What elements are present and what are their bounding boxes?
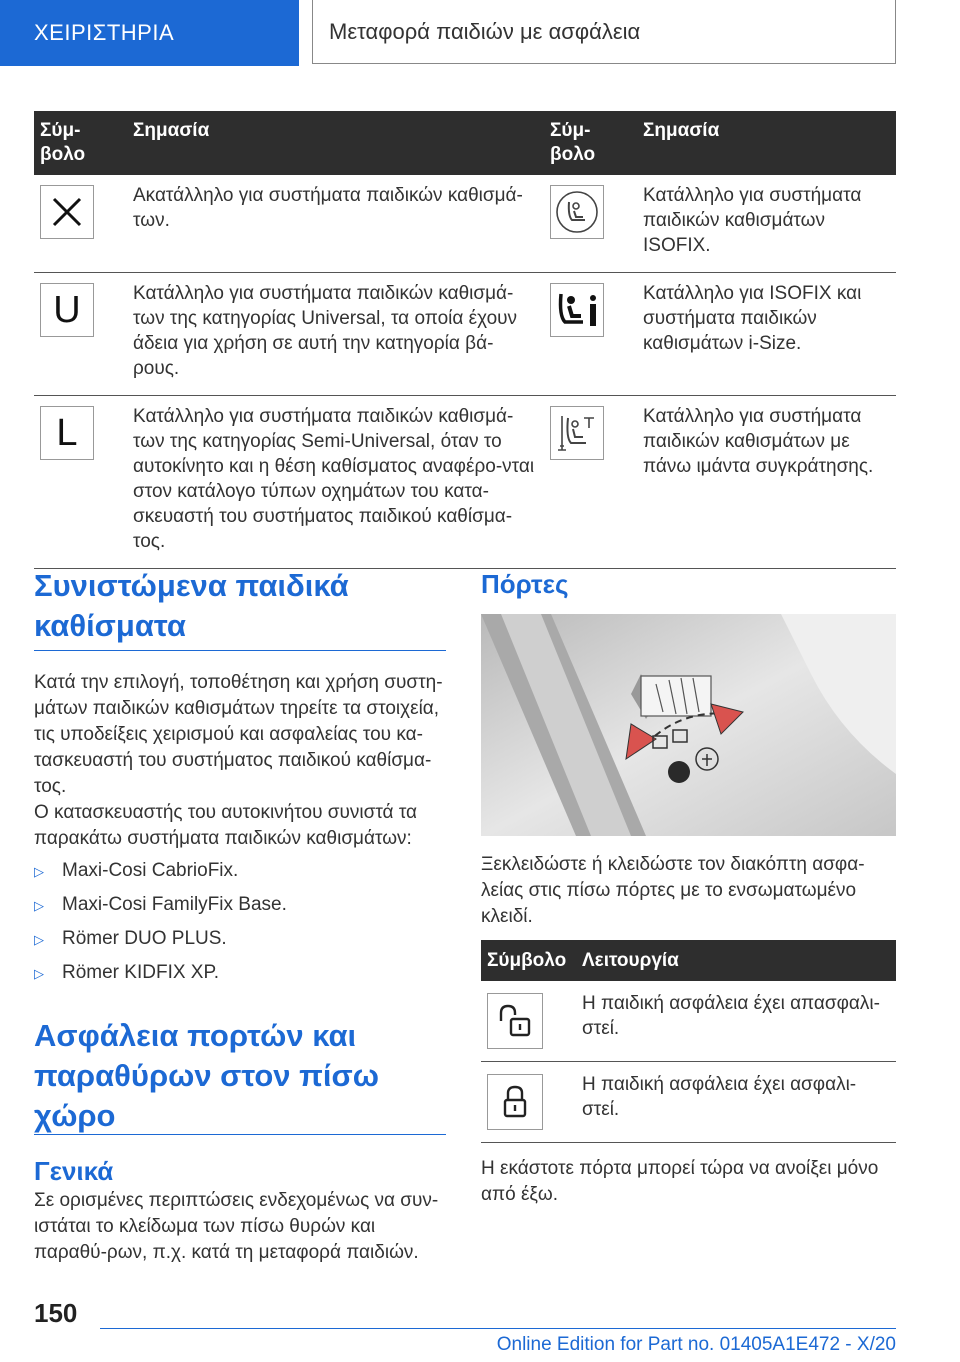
symbol-cell xyxy=(481,981,576,1062)
col-function-header: Λειτουργία xyxy=(576,940,896,981)
chapter-title: Μεταφορά παιδιών με ασφάλεια xyxy=(329,18,641,44)
recommended-list xyxy=(34,860,446,996)
closing-paragraph: Η εκάστοτε πόρτα μπορεί τώρα να ανοίξει μόνο από έξω. xyxy=(481,1158,879,1205)
meaning-cell: Κατάλληλο για ISOFIX και συστήματα παιδικών καθισμάτων i-Size. xyxy=(637,273,896,396)
child-seat-i-size-icon xyxy=(550,283,604,337)
bullet-triangle-icon: ▷ xyxy=(34,966,44,981)
table-row xyxy=(481,981,896,1062)
section-tab xyxy=(0,0,299,66)
letter-l-icon xyxy=(40,406,94,460)
symbol-cell xyxy=(544,396,637,569)
bullet-triangle-icon: ▷ xyxy=(34,932,44,947)
symbol-cell xyxy=(34,175,127,273)
symbol-cell xyxy=(544,175,637,273)
function-cell: Η παιδική ασφάλεια έχει ασφαλι-στεί. xyxy=(576,1062,896,1143)
child-seat-isofix-icon xyxy=(550,185,604,239)
symbol-cell xyxy=(34,396,127,569)
list-item-text: Römer DUO PLUS. xyxy=(62,928,227,949)
locked-padlock-icon xyxy=(487,1074,543,1130)
col-symbol-header xyxy=(34,111,127,175)
letter-u-glyph: U xyxy=(53,288,81,331)
col-meaning-header: Σημασία xyxy=(127,111,544,175)
doors-heading: Πόρτες xyxy=(481,569,569,599)
symbol-cell xyxy=(34,273,127,396)
meaning-cell: Κατάλληλο για συστήματα παιδικών καθισμάτων με πάνω ιμάντα συγκράτησης. xyxy=(637,396,896,569)
meaning-cell: Ακατάλληλο για συστήματα παιδικών καθισμά-των. xyxy=(127,175,544,273)
recommended-heading: Συνιστώμενα παιδικά καθίσματα xyxy=(34,568,349,643)
symbol-cell xyxy=(544,273,637,396)
list-item xyxy=(34,928,446,962)
function-cell: Η παιδική ασφάλεια έχει απασφαλι-στεί. xyxy=(576,981,896,1062)
table-row xyxy=(34,273,896,396)
table-header-row xyxy=(481,940,896,981)
recommended-paragraph-2: Ο κατασκευαστής του αυτοκινήτου συνιστά τα παρακάτω συστήματα παιδικών καθισμάτων: xyxy=(34,802,418,849)
lock-section-heading: Ασφάλεια πορτών και παραθύρων στον πίσω χώρο xyxy=(34,1018,379,1133)
general-subheading: Γενικά xyxy=(34,1156,114,1186)
col-symbol-label: Σύμ- βολο xyxy=(40,120,86,165)
symbol-table xyxy=(34,111,896,569)
col-symbol-label-2: Σύμ- βολο xyxy=(550,120,596,165)
section-title: ΧΕΙΡΙΣΤΗΡΙΑ xyxy=(34,20,175,45)
table-row xyxy=(34,396,896,569)
letter-l-glyph: L xyxy=(56,411,78,454)
table-header-row xyxy=(34,111,896,175)
symbol-cell xyxy=(481,1062,576,1143)
table-row xyxy=(34,175,896,273)
cross-icon xyxy=(40,185,94,239)
list-item-text: Römer KIDFIX XP. xyxy=(62,962,219,983)
divider xyxy=(34,1134,446,1135)
col-symbol-header-2 xyxy=(544,111,637,175)
list-item-text: Maxi-Cosi FamilyFix Base. xyxy=(62,894,287,915)
photo-caption: Ξεκλειδώστε ή κλειδώστε τον διακόπτη ασφα-λείας στις πίσω πόρτες με το ενσωματωμένο κλειδί. xyxy=(481,854,865,927)
list-item xyxy=(34,894,446,928)
letter-u-icon xyxy=(40,283,94,337)
function-table xyxy=(481,940,896,1143)
door-lock-photo xyxy=(481,614,896,836)
bullet-triangle-icon: ▷ xyxy=(34,898,44,913)
unlocked-padlock-icon xyxy=(487,993,543,1049)
footer-divider xyxy=(100,1328,896,1329)
meaning-cell: Κατάλληλο για συστήματα παιδικών καθισμά-των της κατηγορίας Semi-Universal, όταν το αυτοκίνητο και η θέση καθίσματος αναφέρο-νται στον κατάλογο τύπων οχημάτων του κατα-σκευαστή του συστήματος παιδικού καθίσμα-τος. xyxy=(127,396,544,569)
general-paragraph: Σε ορισμένες περιπτώσεις ενδεχομένως να συν-ιστάται το κλείδωμα των πίσω θυρών και παραθύ-ρων, π.χ. κατά τη μεταφορά παιδιών. xyxy=(34,1190,439,1263)
list-item-text: Maxi-Cosi CabrioFix. xyxy=(62,860,239,881)
col-meaning-header-2: Σημασία xyxy=(637,111,896,175)
meaning-cell: Κατάλληλο για συστήματα παιδικών καθισμά-των της κατηγορίας Universal, τα οποία έχουν άδεια για χρήση σε αυτή την κατηγορία βά-ρους. xyxy=(127,273,544,396)
meaning-cell: Κατάλληλο για συστήματα παιδικών καθισμάτων ISOFIX. xyxy=(637,175,896,273)
chapter-header xyxy=(312,0,896,64)
list-item xyxy=(34,962,446,996)
list-item xyxy=(34,860,446,894)
col-symbol-header: Σύμβολο xyxy=(481,940,576,981)
child-seat-top-tether-icon xyxy=(550,406,604,460)
page-number: 150 xyxy=(34,1298,78,1328)
edition-label: Online Edition for Part no. 01405A1E472 - X/20 xyxy=(496,1334,896,1355)
bullet-triangle-icon: ▷ xyxy=(34,864,44,879)
table-row xyxy=(481,1062,896,1143)
recommended-paragraph-1: Κατά την επιλογή, τοποθέτηση και χρήση συστη-μάτων παιδικών καθισμάτων τηρείτε τα στοιχεία, τις υποδείξεις χειρισμού και ασφαλείας του κα-τασκευαστή του συστήματος παιδικού καθίσμα-τος. xyxy=(34,672,443,797)
divider xyxy=(34,650,446,651)
